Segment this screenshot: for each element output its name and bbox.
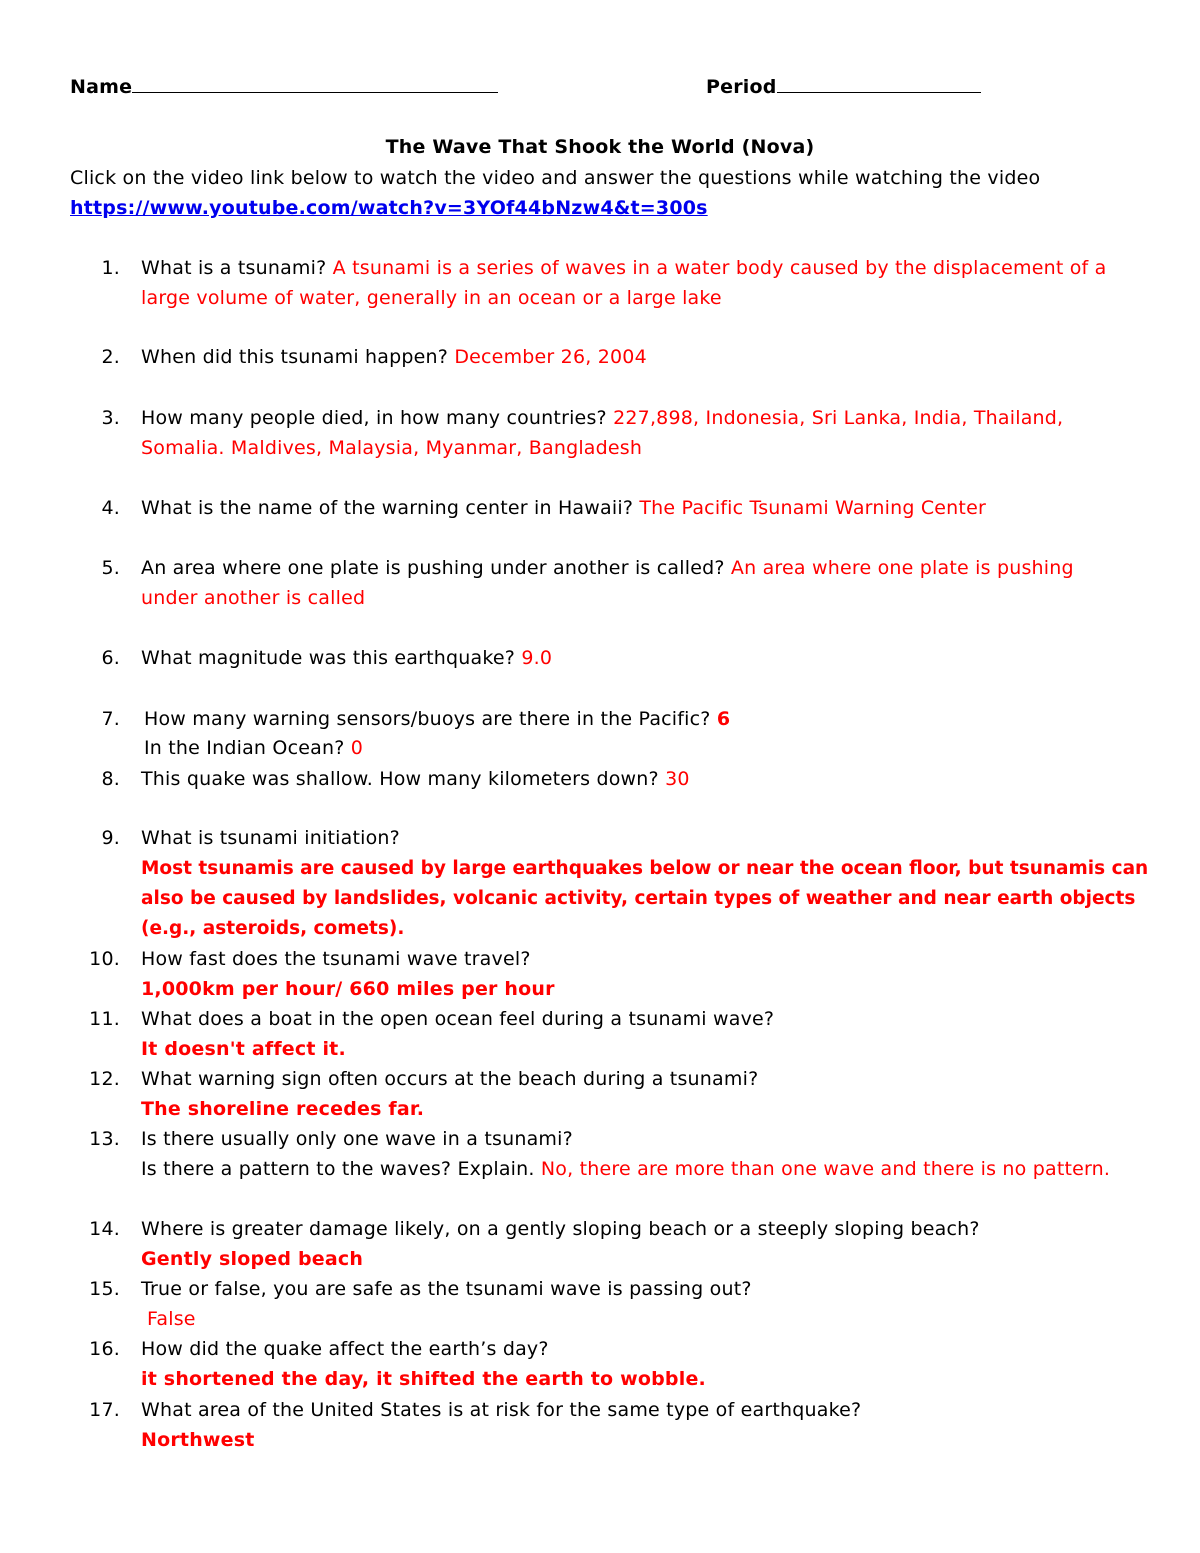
- question-number: 4.: [101, 497, 120, 519]
- question-text: In the Indian Ocean?: [144, 737, 351, 759]
- question-text: How many warning sensors/buoys are there in the Pacific?: [144, 708, 717, 730]
- question-number: 3.: [101, 407, 120, 429]
- question-text: Is there a pattern to the waves? Explain.: [141, 1158, 541, 1180]
- question-number: 2.: [101, 346, 120, 368]
- answer-text: under another is called: [141, 587, 366, 609]
- answer-text: 9.0: [521, 647, 553, 669]
- question-number: 1.: [101, 257, 120, 279]
- question-number: 17.: [89, 1399, 120, 1421]
- question-text: True or false, you are safe as the tsunami wave is passing out?: [141, 1278, 752, 1300]
- answer-text: Northwest: [141, 1429, 255, 1451]
- answer-text: A tsunami is a series of waves in a water body caused by the displacement of a: [332, 257, 1107, 279]
- question-number: 11.: [89, 1008, 120, 1030]
- question-text: What is tsunami initiation?: [141, 827, 400, 849]
- answer-text: large volume of water, generally in an ocean or a large lake: [141, 287, 722, 309]
- answer-text: (e.g., asteroids, comets).: [141, 918, 405, 939]
- name-blank-line[interactable]: [132, 72, 498, 93]
- answer-text: False: [147, 1308, 196, 1330]
- answer-text: it shortened the day, it shifted the earth to wobble.: [141, 1368, 706, 1390]
- period-blank-line[interactable]: [777, 72, 981, 93]
- question-text: Is there usually only one wave in a tsunami?: [141, 1128, 573, 1150]
- answer-text: December 26, 2004: [454, 346, 647, 368]
- page-title: The Wave That Shook the World (Nova): [385, 136, 815, 158]
- question-text: How many people died, in how many countries?: [141, 407, 614, 429]
- question-text: What is the name of the warning center in Hawaii?: [141, 497, 640, 519]
- answer-text: No, there are more than one wave and there is no pattern.: [540, 1158, 1111, 1180]
- answer-text: Somalia. Maldives, Malaysia, Myanmar, Bangladesh: [141, 437, 643, 459]
- question-text: An area where one plate is pushing under another is called?: [141, 557, 731, 579]
- video-link[interactable]: https://www.youtube.com/watch?v=3YOf44bNzw4&t=300s: [70, 197, 708, 219]
- video-link-line: [70, 193, 708, 223]
- question-number: 15.: [89, 1278, 120, 1300]
- name-field[interactable]: [70, 72, 498, 102]
- answer-text: 1,000km per hour/ 660 miles per hour: [141, 978, 555, 1000]
- question-text: What area of the United States is at risk for the same type of earthquake?: [141, 1399, 862, 1421]
- question-text: What magnitude was this earthquake?: [141, 647, 522, 669]
- question-number: 10.: [89, 948, 120, 970]
- question-number: 14.: [89, 1218, 120, 1240]
- question-text: When did this tsunami happen?: [141, 346, 455, 368]
- answer-text: The shoreline recedes far.: [141, 1098, 425, 1120]
- question-text: How did the quake affect the earth’s day?: [141, 1338, 549, 1360]
- instructions-text: Click on the video link below to watch the video and answer the questions while watching the video: [70, 167, 1041, 189]
- answer-text: 30: [665, 768, 690, 790]
- question-number: 16.: [89, 1338, 120, 1360]
- question-number: 9.: [101, 827, 120, 849]
- answer-text: 6: [716, 708, 731, 730]
- question-text: What does a boat in the open ocean feel during a tsunami wave?: [141, 1008, 775, 1030]
- answer-text: Most tsunamis are caused by large earthquakes below or near the ocean floor, but tsunamis can: [141, 858, 1149, 879]
- answer-text: An area where one plate is pushing: [730, 557, 1074, 579]
- question-text: What warning sign often occurs at the beach during a tsunami?: [141, 1068, 759, 1090]
- question-number: 8.: [101, 768, 120, 790]
- answer-text: 227,898, Indonesia, Sri Lanka, India, Thailand,: [613, 407, 1064, 429]
- question-text: How fast does the tsunami wave travel?: [141, 948, 531, 970]
- answer-text: It doesn't affect it.: [141, 1038, 346, 1060]
- answer-text: also be caused by landslides, volcanic activity, certain types of weather and near earth objects: [141, 888, 1136, 909]
- question-number: 12.: [89, 1068, 120, 1090]
- question-number: 6.: [101, 647, 120, 669]
- question-text: What is a tsunami?: [141, 257, 333, 279]
- question-text: Where is greater damage likely, on a gently sloping beach or a steeply sloping beach?: [141, 1218, 980, 1240]
- question-text: This quake was shallow. How many kilometers down?: [141, 768, 666, 790]
- question-number: 13.: [89, 1128, 120, 1150]
- period-field[interactable]: [706, 72, 981, 102]
- answer-text: Gently sloped beach: [141, 1248, 364, 1270]
- answer-text: 0: [350, 737, 364, 759]
- answer-text: The Pacific Tsunami Warning Center: [639, 497, 986, 519]
- period-label: Period: [706, 76, 777, 98]
- question-number: 5.: [101, 557, 120, 579]
- question-number: 7.: [101, 708, 120, 730]
- name-label: Name: [70, 76, 133, 98]
